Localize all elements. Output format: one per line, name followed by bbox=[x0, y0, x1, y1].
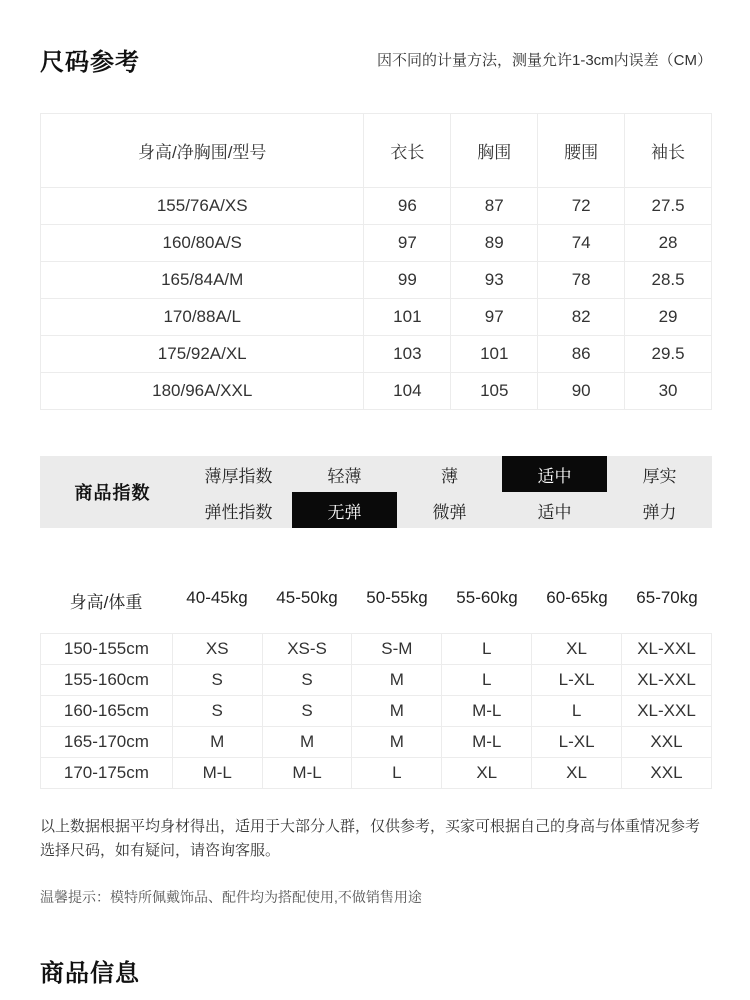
size-value-cell: 93 bbox=[451, 262, 538, 299]
size-value-cell: 29 bbox=[625, 299, 712, 336]
hw-size-cell: XS-S bbox=[262, 634, 352, 665]
size-value-cell: 74 bbox=[538, 225, 625, 262]
measure-tolerance-note: 因不同的计量方法，测量允许1-3cm内误差（CM） bbox=[376, 52, 712, 69]
size-table-header-cell: 袖长 bbox=[625, 114, 712, 188]
hw-header-cell: 65-70kg bbox=[636, 588, 698, 607]
size-value-cell: 78 bbox=[538, 262, 625, 299]
size-value-cell: 96 bbox=[364, 188, 451, 225]
size-value-cell: 103 bbox=[364, 336, 451, 373]
table-row bbox=[41, 188, 712, 225]
size-table-header-cell: 身高/净胸围/型号 bbox=[41, 114, 364, 188]
table-row bbox=[41, 373, 712, 410]
height-weight-table-header bbox=[40, 588, 712, 613]
hw-header-cell: 45-50kg bbox=[276, 588, 338, 607]
size-table-header-cell: 腰围 bbox=[538, 114, 625, 188]
size-table-header-cell: 衣长 bbox=[364, 114, 451, 188]
size-label-cell: 155/76A/XS bbox=[41, 188, 364, 225]
hw-header-cell: 身高/体重 bbox=[69, 593, 143, 612]
hw-size-cell: S bbox=[262, 665, 352, 696]
size-table-header-row bbox=[41, 114, 712, 188]
size-label-cell: 180/96A/XXL bbox=[41, 373, 364, 410]
hw-size-cell: XL bbox=[532, 634, 622, 665]
hw-size-cell: XS bbox=[172, 634, 262, 665]
warm-tip-note: 温馨提示：模特所佩戴饰品、配件均为搭配使用,不做销售用途 bbox=[40, 888, 422, 905]
fit-advice-note: 以上数据根据平均身材得出，适用于大部分人群，仅供参考，买家可根据自己的身高与体重情况参考选择尺码，如有疑问，请咨询客服。 bbox=[40, 818, 701, 860]
hw-header-cell: 55-60kg bbox=[456, 588, 518, 607]
hw-size-cell: XL-XXL bbox=[622, 696, 712, 727]
hw-size-cell: M bbox=[352, 696, 442, 727]
hw-size-cell: XXL bbox=[622, 727, 712, 758]
size-measurement-table bbox=[40, 113, 712, 410]
hw-size-cell: M bbox=[352, 727, 442, 758]
thickness-option-selected: 适中 bbox=[502, 456, 607, 492]
size-value-cell: 101 bbox=[451, 336, 538, 373]
hw-size-cell: M-L bbox=[442, 696, 532, 727]
thickness-option: 厚实 bbox=[642, 466, 677, 486]
hw-size-cell: L bbox=[442, 665, 532, 696]
elasticity-option: 弹力 bbox=[642, 502, 677, 522]
hw-header-cell: 40-45kg bbox=[186, 588, 248, 607]
hw-size-cell: L bbox=[352, 758, 442, 789]
size-label-cell: 160/80A/S bbox=[41, 225, 364, 262]
hw-size-cell: M bbox=[172, 727, 262, 758]
hw-height-cell: 165-170cm bbox=[41, 727, 173, 758]
size-value-cell: 90 bbox=[538, 373, 625, 410]
size-value-cell: 72 bbox=[538, 188, 625, 225]
thickness-option: 薄 bbox=[441, 466, 458, 486]
hw-size-cell: S bbox=[172, 665, 262, 696]
hw-size-cell: L-XL bbox=[532, 727, 622, 758]
size-value-cell: 29.5 bbox=[625, 336, 712, 373]
hw-height-cell: 160-165cm bbox=[41, 696, 173, 727]
hw-size-cell: XL bbox=[442, 758, 532, 789]
size-value-cell: 99 bbox=[364, 262, 451, 299]
hw-height-cell: 150-155cm bbox=[41, 634, 173, 665]
size-value-cell: 86 bbox=[538, 336, 625, 373]
elasticity-option: 微弹 bbox=[432, 502, 467, 522]
height-weight-size-table bbox=[40, 633, 712, 789]
table-row bbox=[41, 336, 712, 373]
product-info-title: 商品信息 bbox=[40, 959, 140, 987]
table-row bbox=[41, 225, 712, 262]
size-table-header-cell: 胸围 bbox=[451, 114, 538, 188]
table-row bbox=[41, 299, 712, 336]
hw-header-cell: 50-55kg bbox=[366, 588, 428, 607]
hw-size-cell: S bbox=[172, 696, 262, 727]
hw-size-cell: XXL bbox=[622, 758, 712, 789]
table-row bbox=[41, 727, 712, 758]
hw-size-cell: M-L bbox=[172, 758, 262, 789]
hw-size-cell: S bbox=[262, 696, 352, 727]
hw-size-cell: L bbox=[532, 696, 622, 727]
hw-size-cell: XL bbox=[532, 758, 622, 789]
size-value-cell: 27.5 bbox=[625, 188, 712, 225]
product-index-panel bbox=[40, 456, 712, 528]
hw-height-cell: 155-160cm bbox=[41, 665, 173, 696]
thickness-index-name: 薄厚指数 bbox=[204, 466, 273, 486]
page-title: 尺码参考 bbox=[40, 49, 140, 76]
size-value-cell: 101 bbox=[364, 299, 451, 336]
product-index-grid bbox=[185, 456, 712, 528]
size-value-cell: 30 bbox=[625, 373, 712, 410]
product-index-label: 商品指数 bbox=[74, 483, 151, 503]
size-label-cell: 175/92A/XL bbox=[41, 336, 364, 373]
elasticity-index-name: 弹性指数 bbox=[204, 502, 273, 522]
table-row bbox=[41, 634, 712, 665]
size-label-cell: 165/84A/M bbox=[41, 262, 364, 299]
hw-header-cell: 60-65kg bbox=[546, 588, 608, 607]
hw-size-cell: M bbox=[352, 665, 442, 696]
hw-height-cell: 170-175cm bbox=[41, 758, 173, 789]
elasticity-option: 适中 bbox=[537, 502, 572, 522]
section-header bbox=[40, 0, 712, 77]
size-value-cell: 104 bbox=[364, 373, 451, 410]
size-value-cell: 89 bbox=[451, 225, 538, 262]
hw-size-cell: L bbox=[442, 634, 532, 665]
table-row bbox=[41, 665, 712, 696]
size-value-cell: 105 bbox=[451, 373, 538, 410]
size-value-cell: 82 bbox=[538, 299, 625, 336]
table-row bbox=[41, 758, 712, 789]
hw-size-cell: XL-XXL bbox=[622, 665, 712, 696]
size-label-cell: 170/88A/L bbox=[41, 299, 364, 336]
table-row bbox=[41, 262, 712, 299]
size-value-cell: 87 bbox=[451, 188, 538, 225]
thickness-option: 轻薄 bbox=[327, 466, 362, 486]
hw-size-cell: M-L bbox=[262, 758, 352, 789]
hw-size-cell: S-M bbox=[352, 634, 442, 665]
hw-size-cell: XL-XXL bbox=[622, 634, 712, 665]
size-value-cell: 28.5 bbox=[625, 262, 712, 299]
table-row bbox=[41, 696, 712, 727]
size-value-cell: 97 bbox=[451, 299, 538, 336]
hw-size-cell: M bbox=[262, 727, 352, 758]
elasticity-option-selected: 无弹 bbox=[292, 492, 397, 528]
hw-size-cell: M-L bbox=[442, 727, 532, 758]
size-value-cell: 97 bbox=[364, 225, 451, 262]
hw-size-cell: L-XL bbox=[532, 665, 622, 696]
size-value-cell: 28 bbox=[625, 225, 712, 262]
